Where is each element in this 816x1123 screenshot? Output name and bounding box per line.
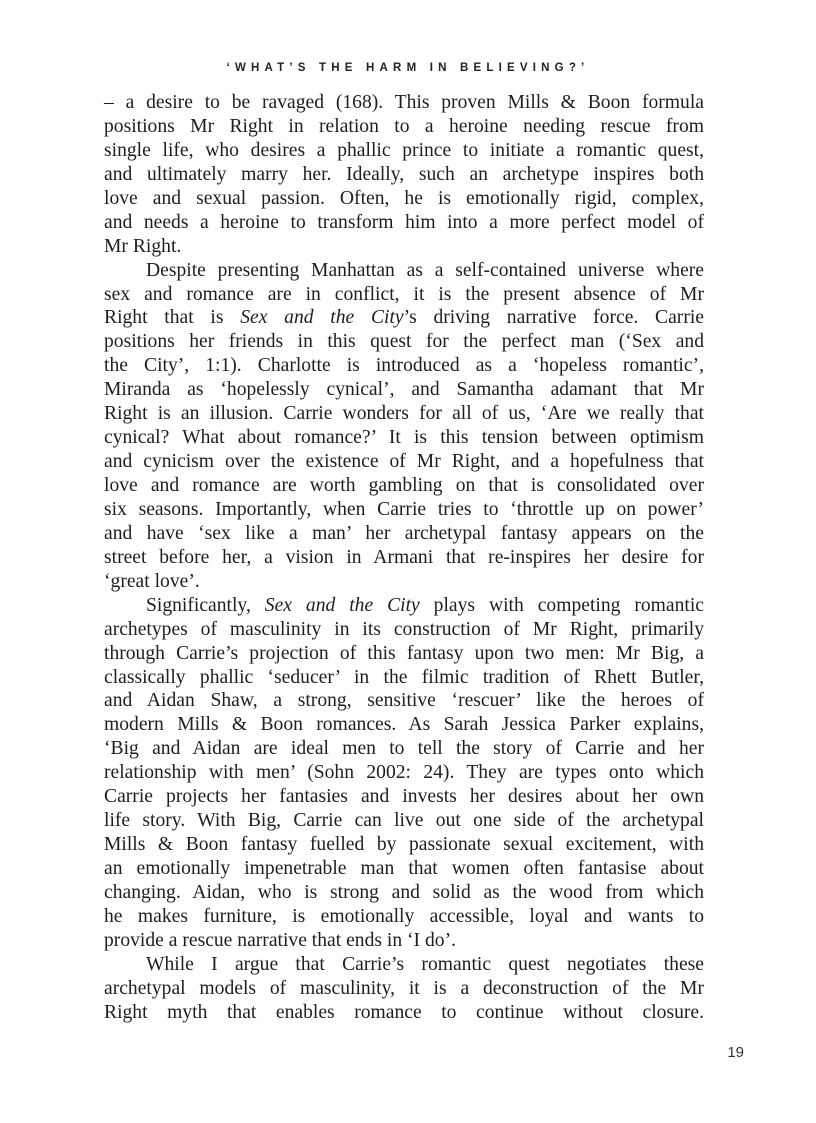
text-line: the City’, 1:1). Charlotte is introduced as a ‘hopeless romantic’, [104,355,704,377]
text-line: While I argue that Carrie’s romantic quest negotiates these [146,953,704,975]
text-line: ‘Big and Aidan are ideal men to tell the story of Carrie and her [104,738,704,760]
text-line: street before her, a vision in Armani that re-inspires her desire for [104,546,704,568]
text-line: Right myth that enables romance to continue without closure. [104,1001,704,1023]
text-line: Mills & Boon fantasy fuelled by passionate sexual excitement, with [104,834,704,856]
text-line: cynical? What about romance?’ It is this tension between optimism [104,427,704,449]
text-line: and cynicism over the existence of Mr Right, and a hopefulness that [104,451,704,473]
text-line: Right is an illusion. Carrie wonders for all of us, ‘Are we really that [104,403,704,425]
text-line: sex and romance are in conflict, it is the present absence of Mr [104,283,704,305]
text-segment: ’s driving narrative force. Carrie [403,307,704,329]
paragraph [104,953,704,1025]
text-line: he makes furniture, is emotionally accessible, loyal and wants to [104,905,704,927]
text-line [104,306,704,330]
running-head: ‘WHAT’S THE HARM IN BELIEVING?’ [226,62,590,74]
text-line: Miranda as ‘hopelessly cynical’, and Samantha adamant that Mr [104,379,704,401]
text-line: modern Mills & Boon romances. As Sarah Jessica Parker explains, [104,714,704,736]
paragraph [104,594,704,953]
text-line: positions her friends in this quest for the perfect man (‘Sex and [104,331,704,353]
text-line: and Aidan Shaw, a strong, sensitive ‘rescuer’ like the heroes of [104,690,704,712]
text-line: and have ‘sex like a man’ her archetypal fantasy appears on the [104,522,704,544]
text-line: – a desire to be ravaged (168). This proven Mills & Boon formula [104,92,704,113]
paragraph [104,91,704,259]
text-line: relationship with men’ (Sohn 2002: 24). They are types onto which [104,762,704,784]
text-line: Mr Right. [104,235,182,257]
text-line: six seasons. Importantly, when Carrie tries to ‘throttle up on power’ [104,498,704,520]
body-text [104,91,704,1025]
text-segment: plays with competing romantic [419,594,705,616]
text-line: through Carrie’s projection of this fantasy upon two men: Mr Big, a [104,642,704,664]
text-line: provide a rescue narrative that ends in ‘I do’. [104,929,456,951]
page-number: 19 [727,1044,744,1061]
text-line: single life, who desires a phallic prince to initiate a romantic quest, [104,139,704,161]
text-line: love and sexual passion. Often, he is emotionally rigid, complex, [104,187,704,209]
text-line: ‘great love’. [104,570,200,592]
text-line: Despite presenting Manhattan as a self-contained universe where [146,259,704,281]
text-segment: Significantly, [146,594,265,616]
text-line: and ultimately marry her. Ideally, such an archetype inspires both [104,163,704,185]
text-line: archetypal models of masculinity, it is a deconstruction of the Mr [104,977,704,999]
text-line: and needs a heroine to transform him into a more perfect model of [104,211,704,233]
paragraph [104,259,704,594]
text-line: archetypes of masculinity in its construction of Mr Right, primarily [104,618,704,640]
text-line: classically phallic ‘seducer’ in the filmic tradition of Rhett Butler, [104,666,704,688]
italic-title: Sex and the City [240,307,404,329]
text-line [104,594,704,618]
text-line: an emotionally impenetrable man that women often fantasise about [104,858,704,879]
italic-title: Sex and the City [264,594,420,616]
text-segment: Right that is [104,307,241,329]
text-line: changing. Aidan, who is strong and solid as the wood from which [104,881,704,903]
text-line: Carrie projects her fantasies and invests her desires about her own [104,786,704,808]
text-line: love and romance are worth gambling on that is consolidated over [104,475,704,496]
text-line: positions Mr Right in relation to a heroine needing rescue from [104,115,704,137]
text-line: life story. With Big, Carrie can live out one side of the archetypal [104,810,704,832]
